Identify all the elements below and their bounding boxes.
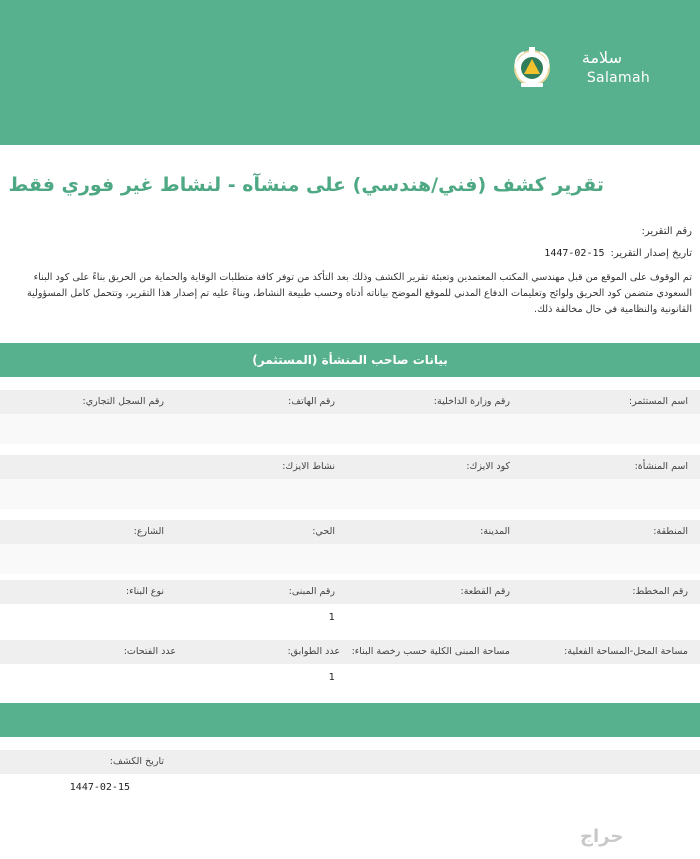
value-inspection-date: 1447-02-15 <box>69 782 130 793</box>
label-plan-number: رقم المخطط: <box>632 586 688 597</box>
value-floors-count: 1 <box>328 672 335 683</box>
label-shop-area: مساحة المحل-المساحة الفعلية: <box>564 646 688 657</box>
row-values <box>0 479 700 509</box>
label-total-building-area: مساحة المبنى الكلية حسب رخصة البناء: <box>351 646 510 657</box>
label-building-number: رقم المبنى: <box>288 586 335 597</box>
row-values <box>0 604 700 632</box>
label-phone-number: رقم الهاتف: <box>288 396 335 407</box>
label-interior-ministry-number: رقم وزارة الداخلية: <box>433 396 510 407</box>
report-date <box>544 248 692 259</box>
label-city: المدينة: <box>480 526 510 537</box>
brand-english: Salamah <box>586 70 650 86</box>
label-investor-name: اسم المستثمر: <box>628 396 688 407</box>
report-number <box>641 226 692 237</box>
row-labels <box>0 640 700 664</box>
label-inspection-date: تاريخ الكشف: <box>109 756 164 767</box>
report-number-label: رقم التقرير: <box>641 226 692 237</box>
row-values <box>0 774 700 802</box>
value-building-number: 1 <box>328 612 335 623</box>
label-region: المنطقة: <box>653 526 688 537</box>
report-date-label: تاريخ إصدار التقرير: <box>610 248 692 259</box>
label-street: الشارع: <box>133 526 164 537</box>
label-facility-name: اسم المنشأة: <box>634 461 688 472</box>
row-values <box>0 414 700 444</box>
page-title: تقرير كشف (فني/هندسي) على منشآه - لنشاط غير فوري فقط <box>8 174 604 196</box>
row-labels <box>0 750 700 774</box>
section-inspection-header <box>0 703 700 737</box>
row-labels <box>0 580 700 604</box>
label-building-type: نوع البناء: <box>125 586 164 597</box>
section-investor-header: بيانات صاحب المنشأة (المستثمر) <box>0 343 700 377</box>
label-district: الحي: <box>312 526 335 537</box>
row-labels <box>0 390 700 414</box>
watermark-text: حراج <box>580 826 624 847</box>
label-isic-activity: نشاط الايزك: <box>282 461 335 472</box>
report-date-value: 1447-02-15 <box>544 248 605 259</box>
row-values <box>0 544 700 574</box>
row-labels <box>0 455 700 479</box>
brand-arabic: سلامة <box>581 48 622 67</box>
label-openings-count: عدد الفتحات: <box>123 646 176 657</box>
label-commercial-register: رقم السجل التجاري: <box>82 396 164 407</box>
row-values <box>0 664 700 692</box>
label-plot-number: رقم القطعة: <box>460 586 510 597</box>
brand <box>500 40 700 100</box>
label-isic-code: كود الايزك: <box>466 461 510 472</box>
row-labels <box>0 520 700 544</box>
intro-paragraph: تم الوقوف على الموقع من قبل مهندسي المكتب المعتمدين وتعبئة تقرير الكشف وذلك بعد التأكد من توفر كافة متطلبات الوقاية والحماية من الحريق بناءً على كود البناء السعودي متضمن كود الحريق ولوائح وتعليمات الدفاع المدني للموقع الموضح بياناته أدناه وحسب طبيعة النشاط، وبناءً عليه تم إصدار هذا التقرير، وتتحمل كامل المسؤولية القانونية والنظامية في حال مخالفة ذلك. <box>26 272 692 315</box>
page-header <box>0 0 700 145</box>
label-floors-count: عدد الطوابق: <box>287 646 340 657</box>
